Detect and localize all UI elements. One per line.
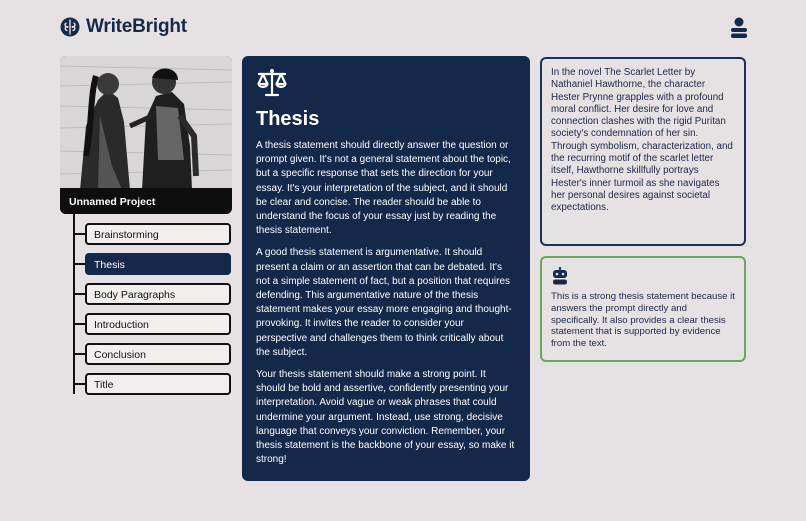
app-header (60, 16, 187, 38)
sidebar-item-introduction[interactable]: Introduction (85, 313, 231, 335)
guidance-paragraph: A good thesis statement is argumentative. It should present a claim or an assertion that can be debated. It's not a simple statement of fact, but a position that requires defending. This argumentative nature of the thesis statement makes your essay more engaging and thought-provoking. It invites the reader to consider your perspective and challenges them to think critically about the subject. (256, 247, 512, 358)
balance-scale-icon (256, 68, 288, 98)
guidance-paragraph: A thesis statement should directly answer the question or prompt given. It's not a general statement about the topic, but a specific response that sets the direction for your essay. It's your interpretation of the subject, and it should be clear and concise. The reader should be able to understand the focus of your essay just by reading the thesis statement. (256, 140, 511, 237)
tree-connector (73, 214, 75, 394)
project-cover-image (60, 56, 232, 190)
guidance-paragraph: Your thesis statement should make a strong point. It should be bold and assertive, confidently presenting your interpretation. Avoid vague or weak phrases that could undermine your argument. Instead, use strong, decisive language that conveys your conviction. Remember, your thesis statement is the backbone of your essay, so make it strong! (256, 369, 515, 466)
project-name: Unnamed Project (60, 188, 232, 214)
sidebar-item-thesis[interactable]: Thesis (85, 253, 231, 275)
sidebar-item-conclusion[interactable]: Conclusion (85, 343, 231, 365)
robot-icon (552, 267, 568, 285)
feedback-card (540, 256, 746, 362)
project-card[interactable] (60, 56, 232, 214)
brand-name: WriteBright (86, 16, 187, 37)
guidance-panel (242, 56, 530, 481)
sidebar-item-body-paragraphs[interactable]: Body Paragraphs (85, 283, 231, 305)
brain-logo-icon (60, 17, 80, 37)
page-title: Thesis (256, 108, 320, 130)
sidebar-item-title[interactable]: Title (85, 373, 231, 395)
sidebar-item-brainstorming[interactable]: Brainstorming (85, 223, 231, 245)
sidebar (60, 56, 232, 400)
thesis-text-editor[interactable]: In the novel The Scarlet Letter by Nathaniel Hawthorne, the character Hester Prynne grapples with a profound moral conflict. Her desire for love and connection clashes with the rigid Puritan society's condemnation of her sin. Through symbolism, characterization, and the recurring motif of the scarlet letter itself, Hawthorne skillfully portrays Hester's inner turmoil as she navigates her personal desires against societal expectations. (540, 57, 746, 246)
step-tree (60, 214, 232, 400)
user-icon[interactable] (730, 17, 748, 39)
feedback-text: This is a strong thesis statement because it answers the prompt directly and specifically. It also provides a clear thesis statement that is supported by evidence from the text. (551, 291, 735, 350)
